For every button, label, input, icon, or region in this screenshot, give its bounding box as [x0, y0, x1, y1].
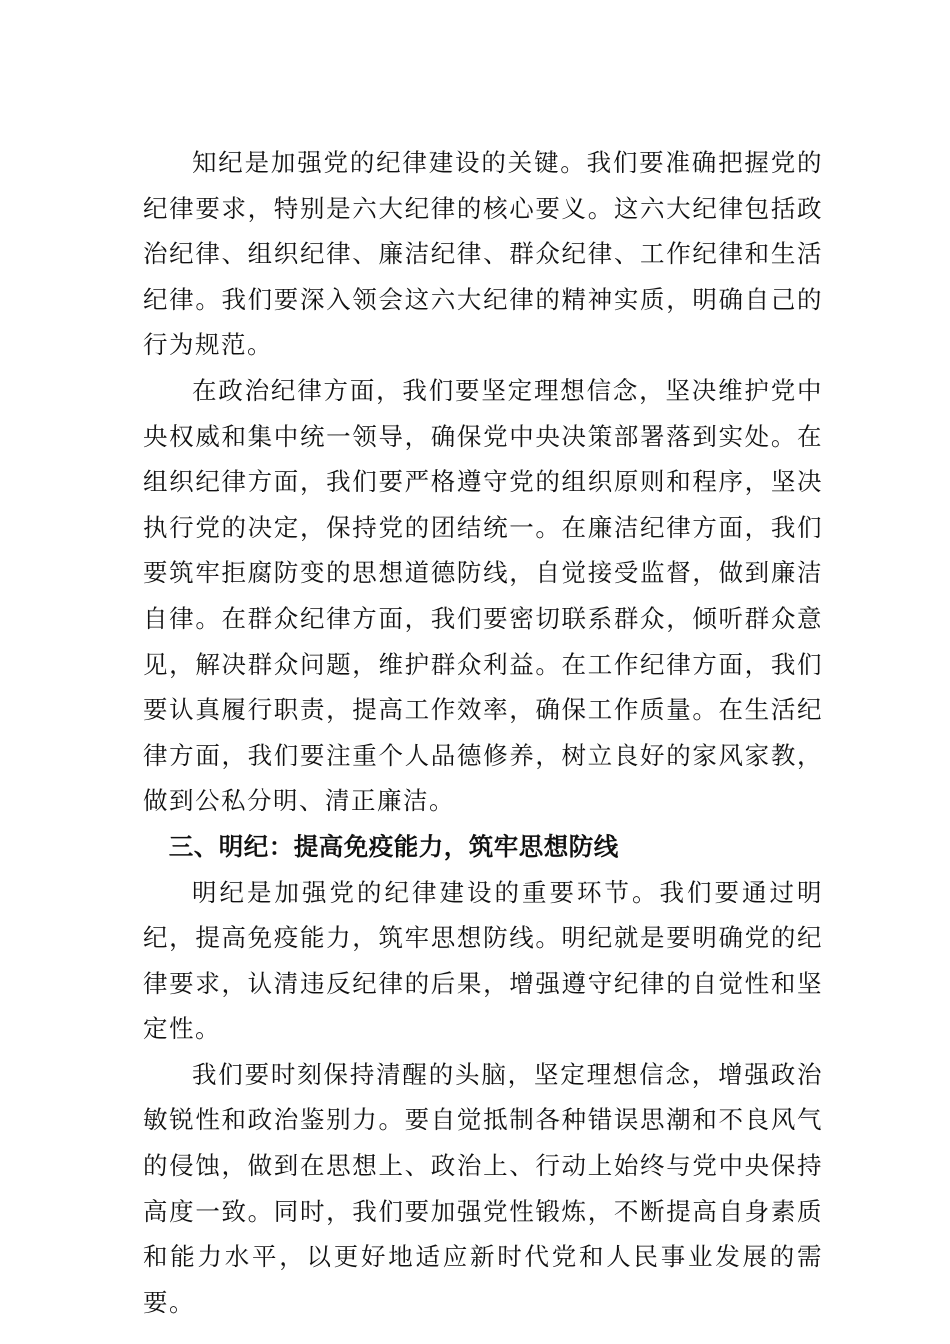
paragraph-understanding-discipline: 明纪是加强党的纪律建设的重要环节。我们要通过明纪，提高免疫能力，筑牢思想防线。明纪就是要明确党的纪律要求，认清违反纪律的后果，增强遵守纪律的自觉性和坚定性。 — [143, 877, 823, 1044]
paragraph-stay-clear-headed: 我们要时刻保持清醒的头脑，坚定理想信念，增强政治敏锐性和政治鉴别力。要自觉抵制各种错误思潮和不良风气的侵蚀，做到在思想上、政治上、行动上始终与党中央保持高度一致。同时，我们要加强党性锻炼，不断提高自身素质和能力水平，以更好地适应新时代党和人民事业发展的需要。 — [143, 1059, 823, 1317]
section-heading: 三、明纪：提高免疫能力，筑牢思想防线 — [168, 831, 619, 861]
paragraph-six-disciplines-detail: 在政治纪律方面，我们要坚定理想信念，坚决维护党中央权威和集中统一领导，确保党中央决策部署落到实处。在组织纪律方面，我们要严格遵守党的组织原则和程序，坚决执行党的决定，保持党的团结统一。在廉洁纪律方面，我们要筑牢拒腐防变的思想道德防线，自觉接受监督，做到廉洁自律。在群众纪律方面，我们要密切联系群众，倾听群众意见，解决群众问题，维护群众利益。在工作纪律方面，我们要认真履行职责，提高工作效率，确保工作质量。在生活纪律方面，我们要注重个人品德修养，树立良好的家风家教，做到公私分明、清正廉洁。 — [143, 375, 823, 816]
paragraph-knowing-discipline: 知纪是加强党的纪律建设的关键。我们要准确把握党的纪律要求，特别是六大纪律的核心要义。这六大纪律包括政治纪律、组织纪律、廉洁纪律、群众纪律、工作纪律和生活纪律。我们要深入领会这六大纪律的精神实质，明确自己的行为规范。 — [143, 148, 823, 360]
document-body — [143, 140, 823, 1325]
